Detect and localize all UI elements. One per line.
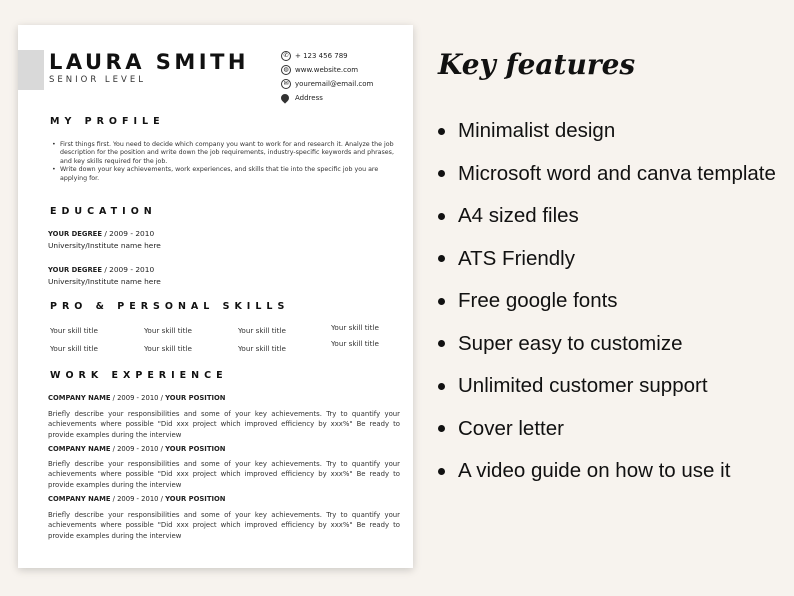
feature-item xyxy=(438,365,776,408)
bullet-icon xyxy=(438,340,445,347)
contact-address xyxy=(281,91,373,105)
bullet-icon xyxy=(438,255,445,262)
skill-item: Your skill title xyxy=(144,344,192,353)
feature-text: Super easy to customize xyxy=(458,331,683,355)
bullet-icon xyxy=(438,383,445,390)
phone-icon: ✆ xyxy=(281,51,291,61)
address-text: Address xyxy=(295,94,323,102)
contact-phone xyxy=(281,49,373,63)
feature-text: Free google fonts xyxy=(458,289,618,313)
profile-list xyxy=(50,141,395,183)
company-name: COMPANY NAME xyxy=(48,495,111,503)
feature-item xyxy=(438,323,776,366)
feature-item xyxy=(438,153,776,196)
job-header xyxy=(48,495,225,503)
job-dates: / 2009 - 2010 / xyxy=(110,495,166,503)
contact-block xyxy=(281,49,373,105)
globe-icon: ◍ xyxy=(281,65,291,75)
feature-text: A video guide on how to use it xyxy=(458,459,731,483)
degree-dates: / 2009 - 2010 xyxy=(101,229,155,238)
education-title: EDUCATION xyxy=(50,206,157,217)
bullet-icon xyxy=(438,298,445,305)
company-name: COMPANY NAME xyxy=(48,394,111,402)
job-header xyxy=(48,394,225,402)
job-position: YOUR POSITION xyxy=(165,394,226,402)
feature-text: Unlimited customer support xyxy=(458,374,708,398)
skill-item: Your skill title xyxy=(144,326,192,335)
skill-item: Your skill title xyxy=(331,323,379,332)
bullet-icon xyxy=(438,170,445,177)
bullet-icon xyxy=(438,425,445,432)
skill-item: Your skill title xyxy=(238,326,286,335)
job-dates: / 2009 - 2010 / xyxy=(110,445,166,453)
feature-item xyxy=(438,110,776,153)
accent-bar xyxy=(18,50,44,90)
mail-icon: ✉ xyxy=(281,79,291,89)
education-entry xyxy=(48,228,161,252)
bullet-icon xyxy=(438,128,445,135)
feature-text: Cover letter xyxy=(458,416,564,440)
feature-item xyxy=(438,238,776,281)
job-description: Briefly describe your responsibilities and some of your key achievements. Try to quantify your achievements where possible "Did xxx project which improved efficiency by xxx%" Be ready to provide examples during the interview xyxy=(48,511,400,540)
skill-item: Your skill title xyxy=(238,344,286,353)
feature-item xyxy=(438,280,776,323)
location-pin-icon xyxy=(279,92,290,103)
school: University/Institute name here xyxy=(48,241,161,250)
job-position: YOUR POSITION xyxy=(165,495,226,503)
features-list xyxy=(438,110,776,493)
key-features-title: Key features xyxy=(438,48,636,81)
resume-sheet xyxy=(18,25,413,568)
website-text: www.website.com xyxy=(295,66,359,74)
contact-website xyxy=(281,63,373,77)
degree: YOUR DEGREE xyxy=(48,230,102,238)
bullet-icon xyxy=(438,468,445,475)
contact-email xyxy=(281,77,373,91)
job-header xyxy=(48,445,225,453)
phone-text: + 123 456 789 xyxy=(295,52,348,60)
education-entry xyxy=(48,264,161,288)
bullet-icon xyxy=(438,213,445,220)
feature-text: A4 sized files xyxy=(458,204,579,228)
feature-item xyxy=(438,450,776,493)
work-title: WORK EXPERIENCE xyxy=(50,370,228,381)
feature-item xyxy=(438,195,776,238)
profile-item: • Write down your key achievements, work experiences, and skills that tie into the specific job you are applying for. xyxy=(50,166,395,183)
resume-name: LAURA SMITH xyxy=(49,50,250,74)
skill-item: Your skill title xyxy=(331,339,379,348)
feature-item xyxy=(438,408,776,451)
feature-text: Minimalist design xyxy=(458,119,616,143)
job-dates: / 2009 - 2010 / xyxy=(110,394,166,402)
job-description: Briefly describe your responsibilities and some of your key achievements. Try to quantify your achievements where possible "Did xxx project which improved efficiency by xxx%" Be ready to provide examples during the interview xyxy=(48,410,400,439)
job-description: Briefly describe your responsibilities and some of your key achievements. Try to quantify your achievements where possible "Did xxx project which improved efficiency by xxx%" Be ready to provide examples during the interview xyxy=(48,460,400,489)
skill-item: Your skill title xyxy=(50,344,98,353)
feature-text: ATS Friendly xyxy=(458,246,575,270)
degree-dates: / 2009 - 2010 xyxy=(101,265,155,274)
profile-title: MY PROFILE xyxy=(50,116,165,127)
company-name: COMPANY NAME xyxy=(48,445,111,453)
profile-item: • First things first. You need to decide which company you want to work for and research it. Analyze the job description for the position and write down the job requirements, industry-specific keywords and phrases, and key skills required for the job. xyxy=(50,141,395,166)
school: University/Institute name here xyxy=(48,277,161,286)
skill-item: Your skill title xyxy=(50,326,98,335)
email-text: youremail@email.com xyxy=(295,80,374,88)
job-position: YOUR POSITION xyxy=(165,445,226,453)
degree: YOUR DEGREE xyxy=(48,266,102,274)
feature-text: Microsoft word and canva template xyxy=(458,161,776,185)
resume-level: SENIOR LEVEL xyxy=(49,75,146,85)
skills-title: PRO & PERSONAL SKILLS xyxy=(50,301,290,312)
